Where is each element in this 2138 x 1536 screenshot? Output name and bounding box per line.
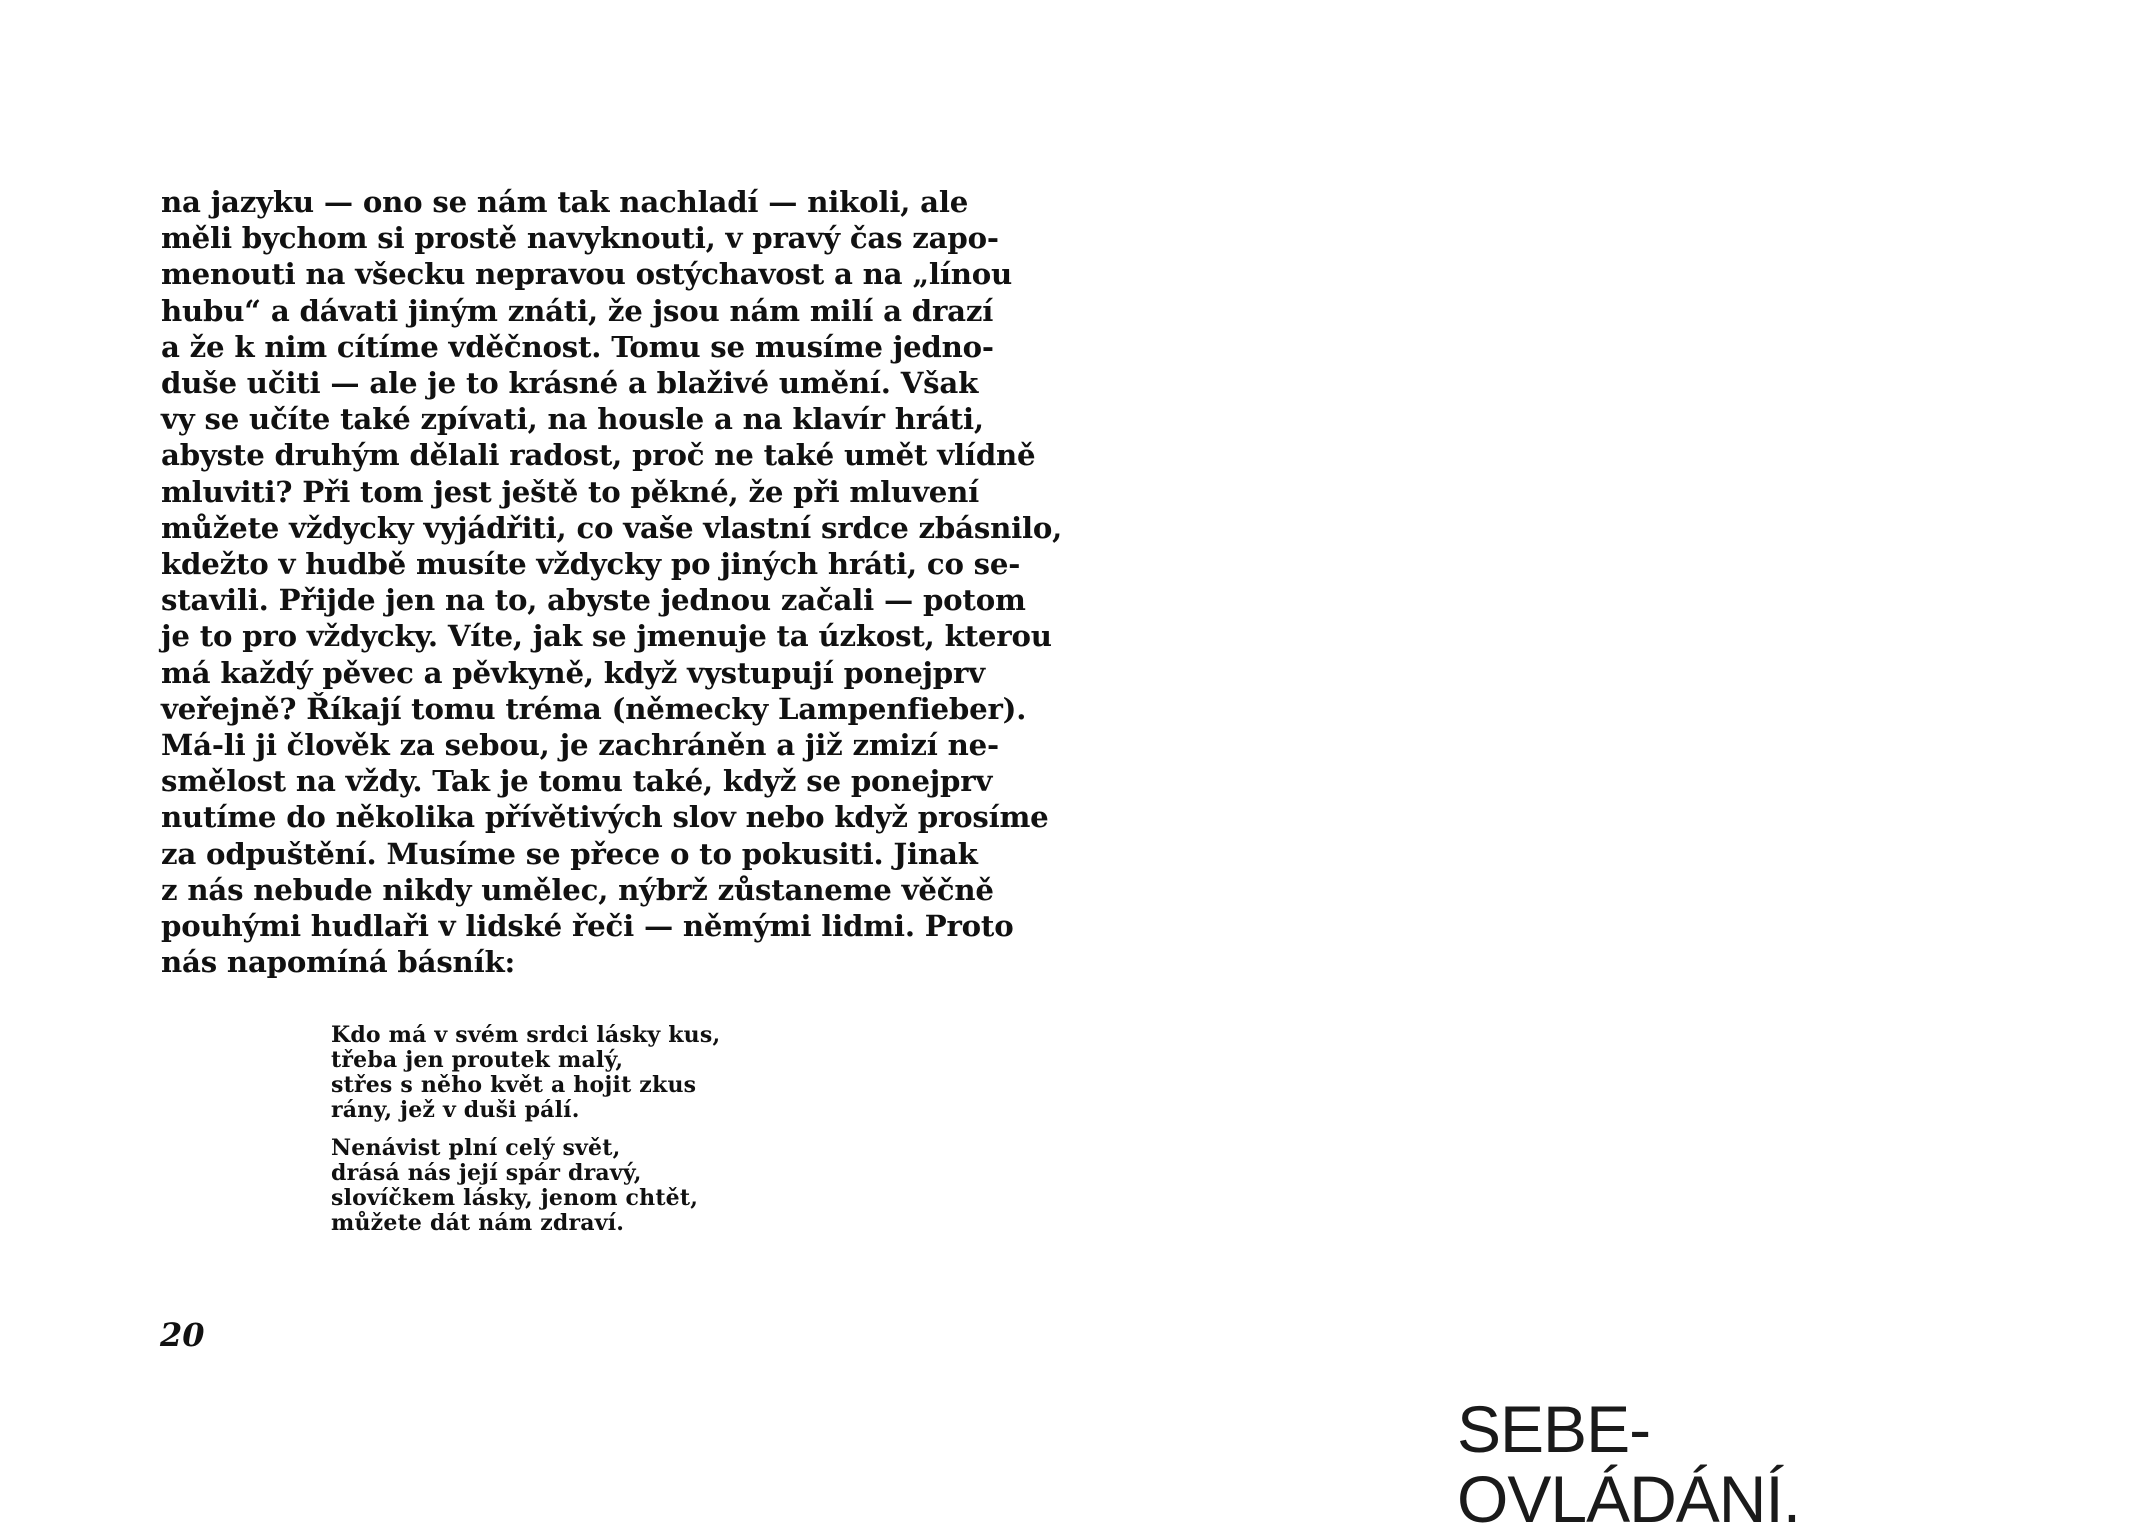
- poem-verse: slovíčkem lásky, jenom chtět,: [331, 1185, 699, 1211]
- chapter-title: [1457, 1394, 1800, 1534]
- left-page: [0, 0, 1069, 1500]
- paragraph-line: mluviti? Při tom jest ještě to pěkné, že při mluvení: [161, 474, 980, 509]
- poem-verse: drásá nás její spár dravý,: [331, 1160, 642, 1186]
- poem-quote: [331, 1023, 761, 1249]
- paragraph-line: abyste druhým dělali radost, proč ne také umět vlídně: [161, 438, 1036, 473]
- paragraph-line: nás napomíná básník:: [161, 945, 516, 980]
- poem-verse: třeba jen proutek malý,: [331, 1047, 624, 1073]
- paragraph-line: nutíme do několika přívětivých slov nebo když prosíme: [161, 800, 1049, 835]
- paragraph-line: měli bychom si prostě navyknouti, v pravý čas zapo-: [161, 221, 999, 256]
- paragraph-line: můžete vždycky vyjádřiti, co vaše vlastní srdce zbásnilo,: [161, 510, 1063, 545]
- page-number: 20: [160, 1316, 205, 1354]
- paragraph-line: má každý pěvec a pěvkyně, když vystupují ponejprv: [161, 655, 985, 690]
- paragraph-line: kdežto v hudbě musíte vždycky po jiných hráti, co se-: [161, 547, 1021, 582]
- poem-verse: Kdo má v svém srdci lásky kus,: [331, 1022, 721, 1048]
- paragraph-line: smělost na vždy. Tak je tomu také, když se ponejprv: [161, 764, 993, 799]
- body-paragraph: [161, 184, 1063, 980]
- right-page: [1069, 0, 2138, 1536]
- paragraph-line: Má-li ji člověk za sebou, je zachráněn a již zmizí ne-: [161, 728, 999, 763]
- chapter-title-line-2: OVLÁDÁNÍ.: [1457, 1462, 1801, 1536]
- paragraph-line: duše učiti — ale je to krásné a blaživé umění. Však: [161, 366, 979, 401]
- chapter-title-line-1: SEBE-: [1457, 1392, 1651, 1467]
- poem-verse: střes s něho květ a hojit zkus: [331, 1072, 697, 1098]
- paragraph-line: vy se učíte také zpívati, na housle a na klavír hráti,: [161, 402, 984, 437]
- poem-verse: rány, jež v duši pálí.: [331, 1097, 580, 1123]
- paragraph-line: a že k nim cítíme vděčnost. Tomu se musíme jedno-: [161, 329, 994, 364]
- paragraph-line: hubu“ a dávati jiným znáti, že jsou nám milí a drazí: [161, 293, 994, 328]
- poem-stanza-1: [331, 1023, 761, 1123]
- poem-stanza-2: [331, 1136, 761, 1236]
- paragraph-line: je to pro vždycky. Víte, jak se jmenuje ta úzkost, kterou: [161, 619, 1052, 654]
- paragraph-line: menouti na všecku nepravou ostýchavost a na „línou: [161, 257, 1013, 292]
- paragraph-line: pouhými hudlaři v lidské řeči — němými lidmi. Proto: [161, 909, 1014, 944]
- poem-verse: můžete dát nám zdraví.: [331, 1210, 625, 1236]
- paragraph-line: veřejně? Říkají tomu tréma (německy Lampenfieber).: [161, 691, 1027, 726]
- poem-verse: Nenávist plní celý svět,: [331, 1135, 621, 1161]
- paragraph-line: na jazyku — ono se nám tak nachladí — nikoli, ale: [161, 185, 969, 219]
- paragraph-line: za odpuštění. Musíme se přece o to pokusiti. Jinak: [161, 836, 978, 871]
- paragraph-line: z nás nebude nikdy umělec, nýbrž zůstaneme věčně: [161, 872, 994, 907]
- paragraph-line: stavili. Přijde jen na to, abyste jednou začali — potom: [161, 583, 1026, 618]
